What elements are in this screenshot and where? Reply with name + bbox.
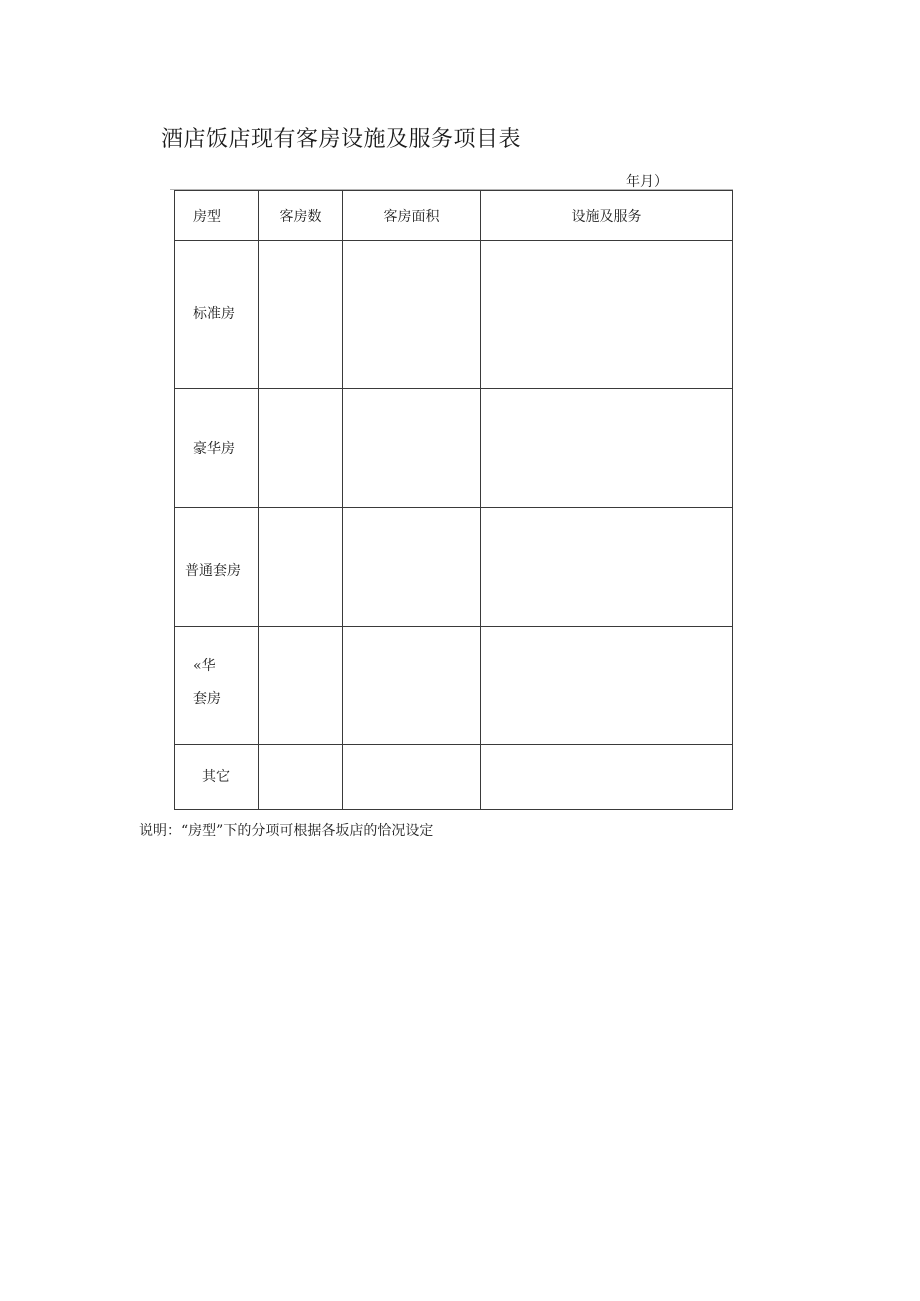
facilities-cell [481,508,733,627]
room-type-cell: 标准房 [175,241,259,389]
table-row-deluxe-suite [175,627,733,745]
table-header-row [175,191,733,241]
table-row-standard-suite [175,508,733,627]
room-count-cell [259,745,343,810]
facilities-cell [481,745,733,810]
table-row-deluxe [175,389,733,508]
header-facilities: 设施及服务 [481,191,733,241]
room-facilities-table [174,190,733,810]
date-note: 年月） [626,174,668,190]
facilities-cell [481,627,733,745]
room-count-cell [259,389,343,508]
room-count-cell [259,241,343,389]
room-area-cell [343,508,481,627]
room-type-cell: 普通套房 [175,508,259,627]
room-type-line-1: «华 [193,657,216,674]
header-room-area: 客房面积 [343,191,481,241]
header-room-type: 房型 [175,191,259,241]
room-area-cell [343,745,481,810]
footer-note: 说明：“房型”下的分项可根据各坂店的恰况设定 [139,823,434,839]
table-row-other [175,745,733,810]
facilities-cell [481,389,733,508]
room-area-cell [343,389,481,508]
room-type-line-2: 套房 [193,690,221,707]
room-count-cell [259,508,343,627]
header-room-count: 客房数 [259,191,343,241]
room-type-cell: 豪华房 [175,389,259,508]
room-type-cell: 其它 [175,745,259,810]
table-row-standard [175,241,733,389]
room-area-cell [343,627,481,745]
room-type-cell [175,627,259,745]
page-title: 酒店饭店现有客房设施及服务项目表 [161,127,522,152]
facilities-cell [481,241,733,389]
room-count-cell [259,627,343,745]
room-area-cell [343,241,481,389]
